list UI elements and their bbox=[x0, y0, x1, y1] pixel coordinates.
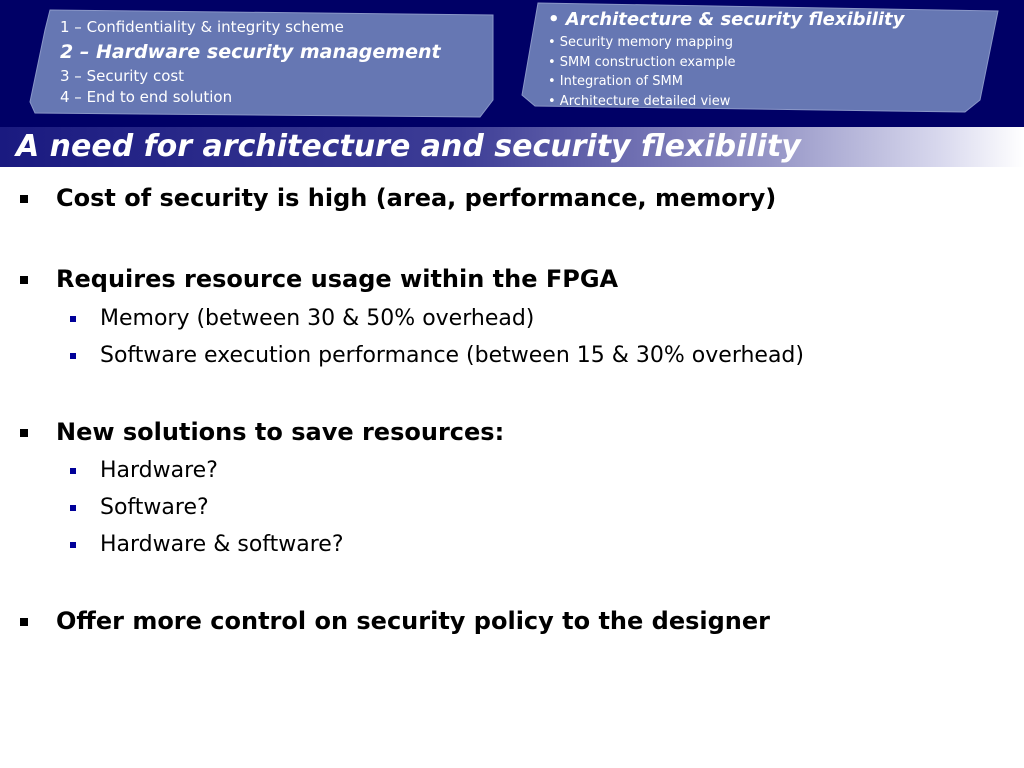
agenda-list bbox=[60, 17, 441, 108]
square-bullet-icon bbox=[70, 316, 76, 322]
sub-bullet-text: Hardware & software? bbox=[100, 532, 344, 557]
square-bullet-icon bbox=[70, 353, 76, 359]
agenda-item-4: 4 – End to end solution bbox=[60, 88, 233, 106]
sub-bullet-text: Software execution performance (between 15 & 30% overhead) bbox=[100, 343, 804, 368]
sub-bullet-text: Hardware? bbox=[100, 458, 218, 483]
section-subitem-1: • Security memory mapping bbox=[548, 35, 734, 50]
bullet-text: Cost of security is high (area, performance, memory) bbox=[56, 184, 777, 212]
bullet-text: Offer more control on security policy to the designer bbox=[56, 607, 770, 635]
sub-bullet-text: Software? bbox=[100, 495, 209, 520]
section-subitem-4: • Architecture detailed view bbox=[548, 93, 731, 109]
sub-bullet-text: Memory (between 30 & 50% overhead) bbox=[100, 306, 535, 331]
square-bullet-icon bbox=[70, 505, 76, 511]
section-subitem-2: • SMM construction example bbox=[548, 54, 736, 70]
slide-title: A need for architecture and security flexibility bbox=[16, 129, 801, 164]
section-subitem-3: • Integration of SMM bbox=[548, 74, 683, 89]
square-bullet-icon bbox=[70, 468, 76, 474]
square-bullet-icon bbox=[70, 542, 76, 548]
agenda-item-2-current: 2 – Hardware security management bbox=[60, 41, 441, 63]
bullet-text: New solutions to save resources: bbox=[56, 418, 505, 446]
square-bullet-icon bbox=[20, 195, 28, 203]
agenda-item-3: 3 – Security cost bbox=[60, 67, 185, 85]
section-heading: • Architecture & security flexibility bbox=[548, 9, 905, 30]
agenda-item-1: 1 – Confidentiality & integrity scheme bbox=[60, 18, 344, 36]
bullet-text: Requires resource usage within the FPGA bbox=[56, 265, 619, 293]
section-outline bbox=[548, 7, 904, 111]
square-bullet-icon bbox=[20, 618, 28, 626]
square-bullet-icon bbox=[20, 429, 28, 437]
square-bullet-icon bbox=[20, 276, 28, 284]
